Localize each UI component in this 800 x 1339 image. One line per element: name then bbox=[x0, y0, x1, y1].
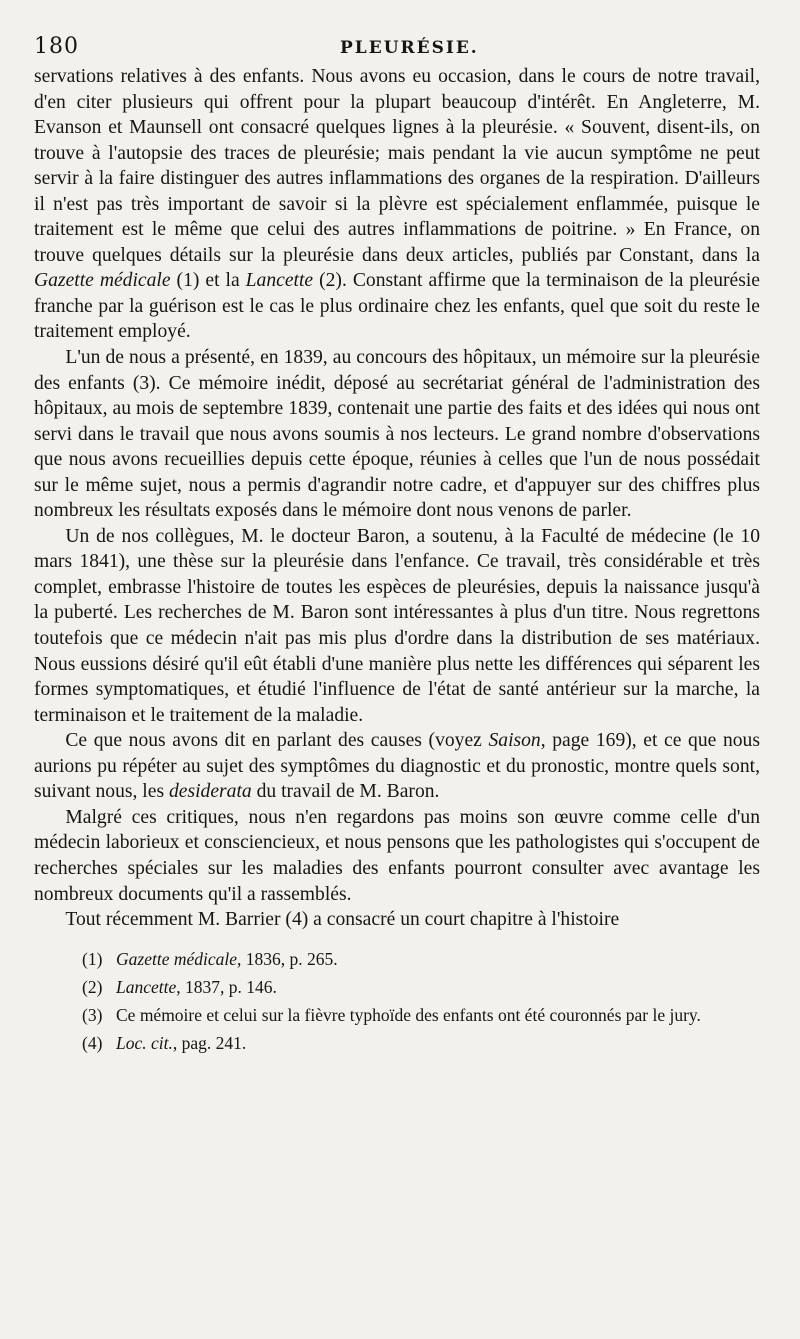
footnote-number: (2) bbox=[82, 976, 103, 997]
footnote-number: (4) bbox=[82, 1032, 103, 1053]
text-run: Malgré ces critiques, nous n'en regardons pas moins son œuvre comme celle d'un médecin laborieux et consciencieux, et nous pensons que les pathologistes qui s'occupent de recherches spéciales sur les maladies des enfants pourront consulter avec avantage les nombreux documents qu'il a rassemblés. bbox=[34, 806, 760, 905]
footnote bbox=[82, 1001, 760, 1029]
text-run: , 1836, p. 265. bbox=[237, 948, 338, 969]
italic-text: Saison bbox=[488, 730, 541, 752]
italic-text: Gazette médicale bbox=[34, 270, 171, 292]
footnote bbox=[82, 945, 760, 973]
text-run: Un de nos collègues, M. le docteur Baron, a soutenu, à la Faculté de médecine (le 10 mars 1841), une thèse sur la pleurésie dans l'enfance. Ce travail, très considérable et très complet, embrasse l'histoire de toutes les espèces de pleurésies, depuis la naissance jusqu'à la puberté. Les recherches de M. Baron sont intéressantes à plus d'un titre. Nous regrettons toutefois que ce médecin n'ait pas mis plus d'ordre dans la distribution de ses matériaux. Nous eussions désiré qu'il eût établi d'une manière plus nette les différences qui séparent les formes symptomatiques, et étudié l'influence de l'état de santé antérieur sur la marche, la terminaison et le traitement de la maladie. bbox=[34, 525, 760, 726]
paragraph bbox=[34, 64, 760, 345]
text-run: , 1837, p. 146. bbox=[176, 976, 277, 997]
text-run: , pag. 241. bbox=[172, 1032, 247, 1053]
text-run: du travail de M. Baron. bbox=[251, 781, 440, 803]
text-run: Ce mémoire et celui sur la fièvre typhoïde des enfants ont été couronnés par le jury. bbox=[116, 1004, 701, 1025]
footnote bbox=[82, 973, 760, 1001]
paragraph bbox=[34, 524, 760, 728]
footnote bbox=[82, 1029, 760, 1057]
paragraph bbox=[34, 907, 760, 933]
footnotes bbox=[34, 945, 760, 1057]
text-run: (1) et la bbox=[170, 270, 246, 292]
footnote-number: (3) bbox=[82, 1004, 103, 1025]
italic-text: desiderata bbox=[168, 781, 252, 803]
text-run: L'un de nous a présenté, en 1839, au concours des hôpitaux, un mémoire sur la pleurésie des enfants (3). Ce mémoire inédit, déposé au secrétariat général de l'administration des hôpitaux, au mois de septembre 1839, contenait une partie des faits et des idées qui nous ont servi dans le travail que nous avons soumis à nos lecteurs. Le grand nombre d'observations que nous avons recueillies depuis cette époque, réunies à celles que l'un de nous possédait sur le même sujet, nous a permis d'agrandir notre cadre, et d'appuyer sur des chiffres plus nombreux les résultats exposés dans le mémoire dont nous venons de parler. bbox=[34, 347, 760, 522]
page-number: 180 bbox=[34, 34, 79, 59]
italic-text: Loc. cit. bbox=[116, 1032, 173, 1053]
italic-text: Gazette médicale bbox=[116, 948, 237, 969]
text-run: Tout récemment M. Barrier (4) a consacré un court chapitre à l'histoire bbox=[65, 909, 620, 931]
paragraph bbox=[34, 805, 760, 907]
text-run: , page 169), et ce que nous aurions pu répéter au sujet des symptômes du diagnostic et du pronostic, montre quels sont, suivant nous, les bbox=[34, 730, 760, 803]
text-run: (2). Constant affirme que la terminaison de la pleurésie franche par la guérison est le cas le plus ordinaire chez les enfants, quel que soit du reste le traitement employé. bbox=[34, 270, 760, 343]
running-title: PLEURÉSIE. bbox=[340, 38, 479, 58]
body-text bbox=[34, 64, 760, 933]
text-run: Ce que nous avons dit en parlant des causes (voyez bbox=[65, 730, 489, 752]
running-head bbox=[34, 30, 760, 64]
footnote-number: (1) bbox=[82, 948, 103, 969]
italic-text: Lancette bbox=[116, 976, 177, 997]
text-run: servations relatives à des enfants. Nous avons eu occasion, dans le cours de notre travail, d'en citer plusieurs qui offrent pour la plupart beaucoup d'intérêt. En Angleterre, M. Evanson et Maunsell ont consacré quelques lignes à la pleurésie. « Souvent, disent-ils, on trouve à l'autopsie des traces de pleurésie; mais pendant la vie aucun symptôme ne peut servir à la faire distinguer des autres inflammations des organes de la respiration. D'ailleurs il n'est pas très important de savoir si la plèvre est spécialement enflammée, puisque le traitement est le même que celui des autres inflammations de poitrine. » En France, on trouve quelques détails sur la pleurésie dans deux articles, publiés par Constant, dans la bbox=[34, 66, 760, 266]
paragraph bbox=[34, 345, 760, 524]
italic-text: Lancette bbox=[245, 270, 314, 292]
paragraph bbox=[34, 728, 760, 805]
